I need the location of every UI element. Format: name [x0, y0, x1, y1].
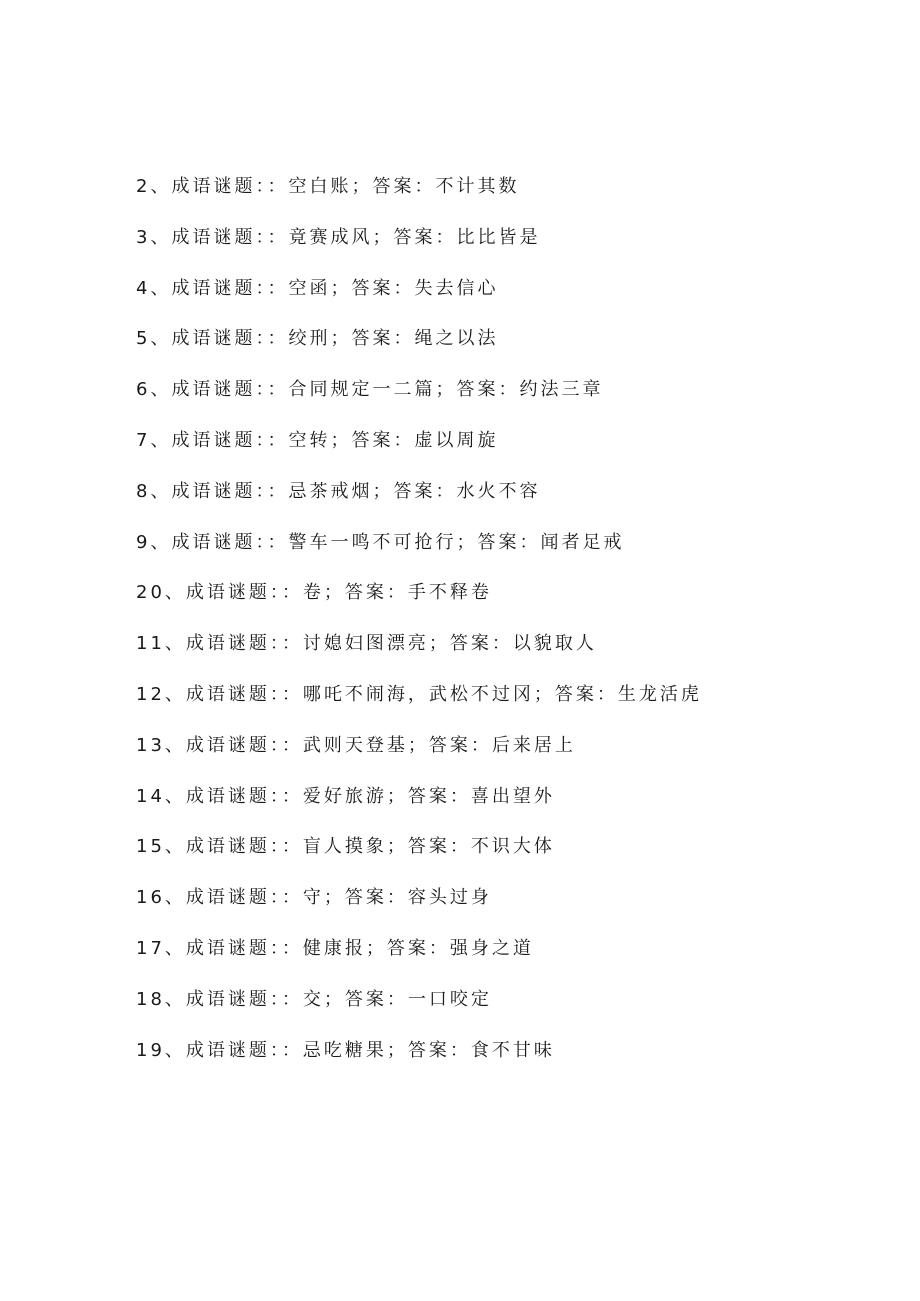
riddle-line: 20、成语谜题：：卷；答案：手不释卷 — [136, 582, 492, 604]
riddle-line: 2、成语谜题：：空白账；答案：不计其数 — [136, 176, 520, 197]
riddle-line: 15、成语谜题：：盲人摸象；答案：不识大体 — [136, 836, 555, 858]
riddle-line: 6、成语谜题：：合同规定一二篇；答案：约法三章 — [136, 379, 604, 401]
riddle-line: 14、成语谜题：：爱好旅游；答案：喜出望外 — [136, 785, 555, 807]
riddle-list — [136, 172, 702, 1086]
riddle-line: 16、成语谜题：：守；答案：容头过身 — [136, 887, 492, 909]
riddle-line: 13、成语谜题：：武则天登基；答案：后来居上 — [136, 734, 576, 756]
riddle-line: 9、成语谜题：：警车一鸣不可抢行；答案：闻者足戒 — [136, 531, 625, 553]
riddle-line: 7、成语谜题：：空转；答案：虚以周旋 — [136, 429, 499, 451]
riddle-line: 12、成语谜题：：哪吒不闹海，武松不过冈；答案：生龙活虎 — [136, 683, 702, 705]
riddle-line: 5、成语谜题：：绞刑；答案：绳之以法 — [136, 328, 499, 350]
riddle-line: 17、成语谜题：：健康报；答案：强身之道 — [136, 937, 534, 959]
riddle-line: 18、成语谜题：：交；答案：一口咬定 — [136, 988, 492, 1010]
riddle-line: 19、成语谜题：：忌吃糖果；答案：食不甘味 — [136, 1039, 555, 1061]
riddle-line: 3、成语谜题：：竟赛成风；答案：比比皆是 — [136, 226, 541, 248]
riddle-line: 4、成语谜题：：空函；答案：失去信心 — [136, 277, 499, 299]
riddle-line: 11、成语谜题：：讨媳妇图漂亮；答案：以貌取人 — [136, 633, 597, 655]
riddle-line: 8、成语谜题：：忌茶戒烟；答案：水火不容 — [136, 480, 541, 502]
